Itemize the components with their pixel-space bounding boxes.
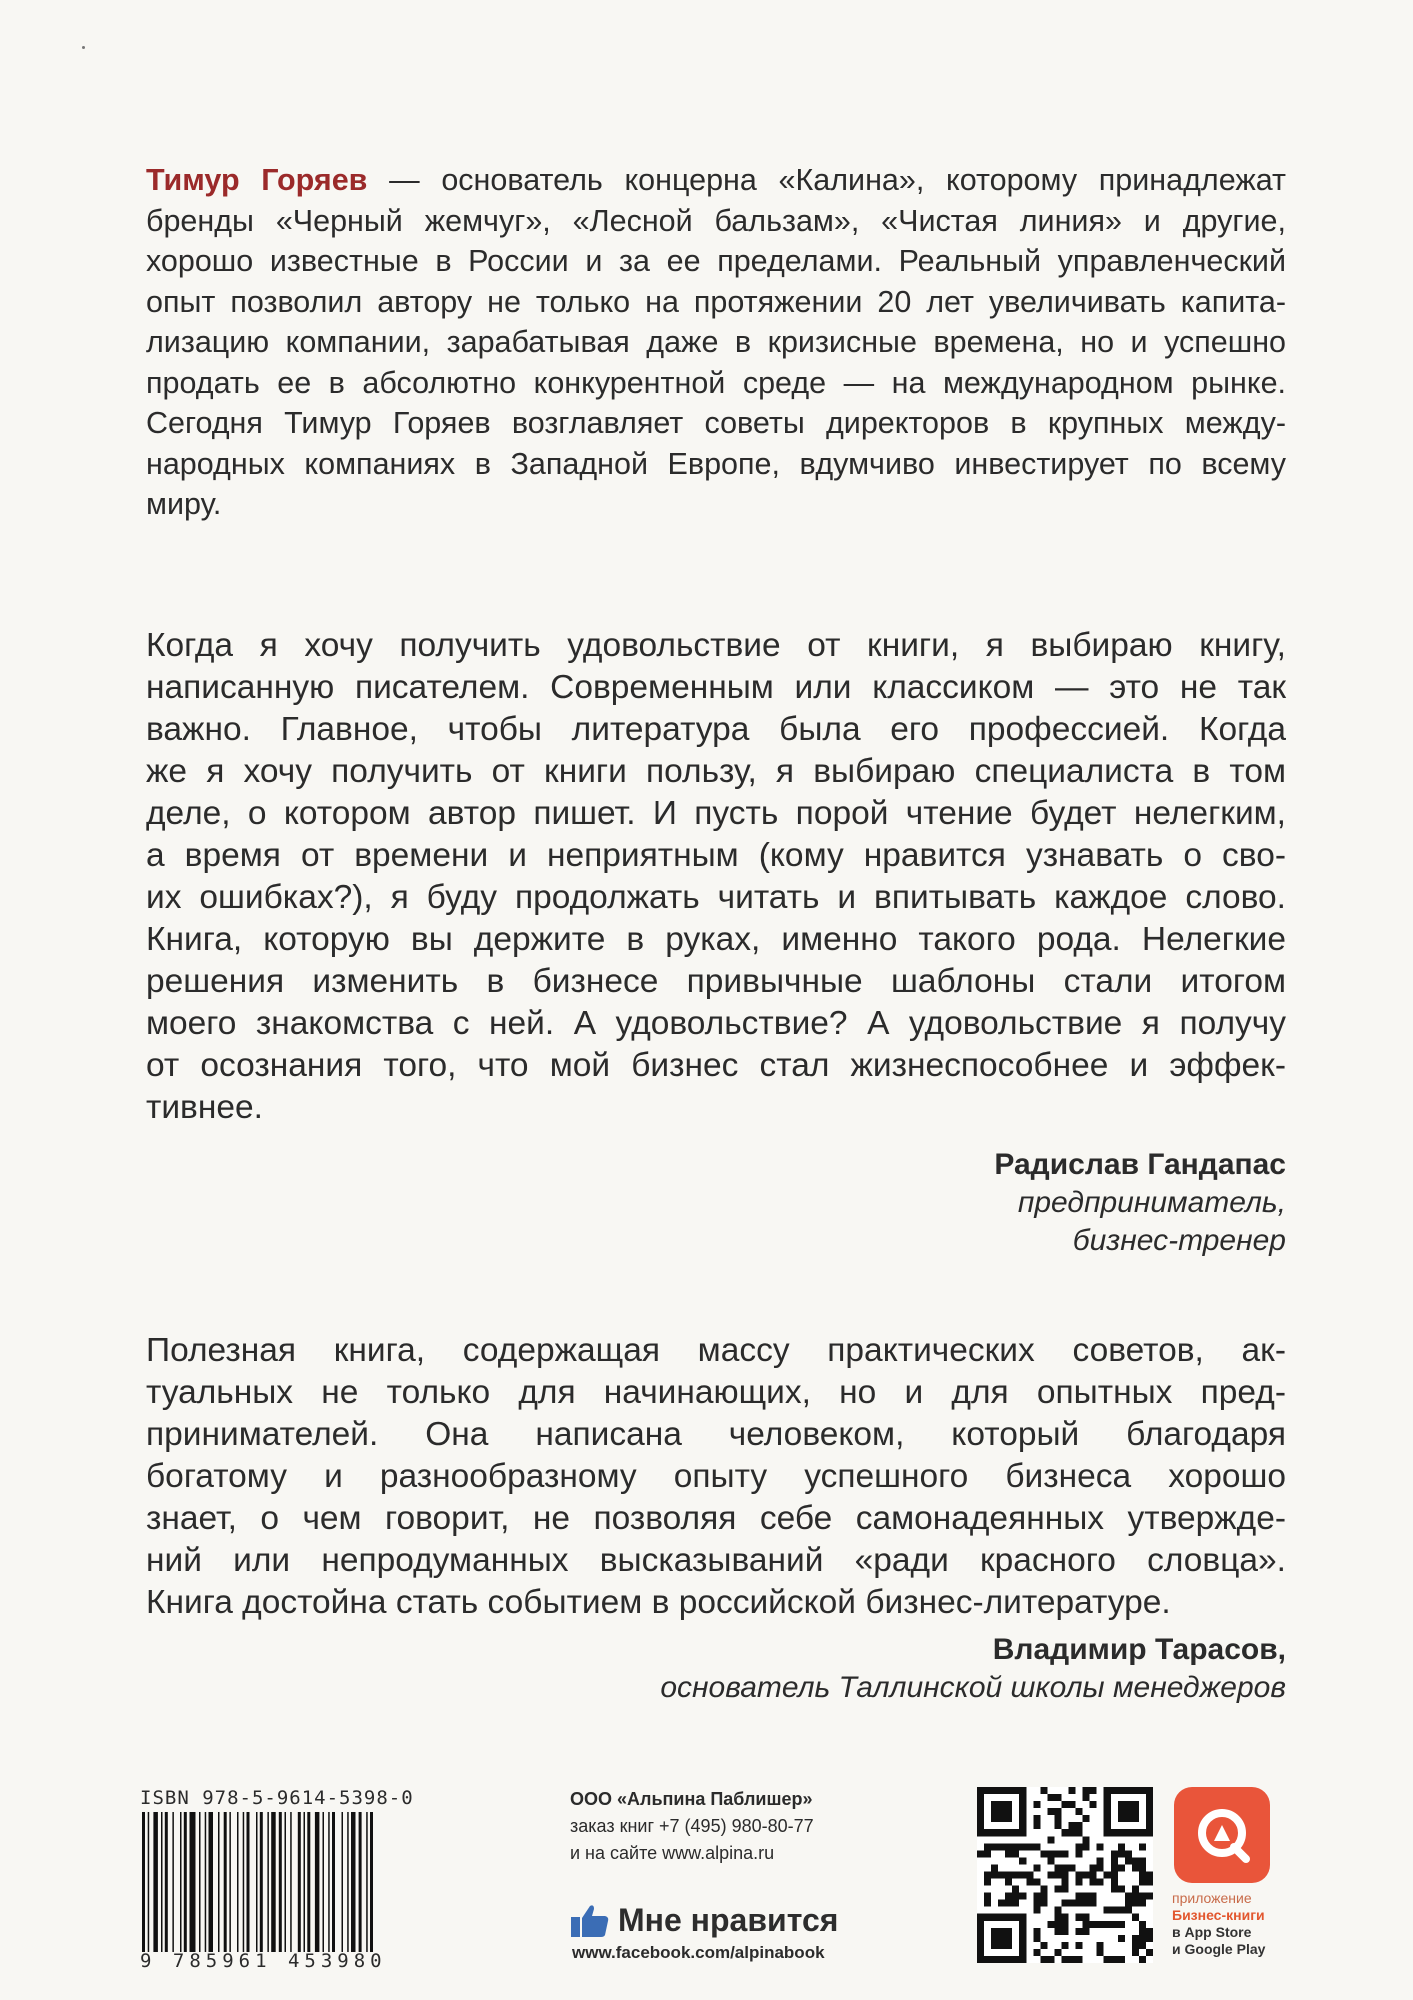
- app-icon[interactable]: [1174, 1787, 1270, 1883]
- qr-module: [1118, 1850, 1125, 1857]
- quote-line: Книга достойна стать событием в российской бизнес-литературе.: [146, 1584, 1171, 1621]
- qr-module: [1090, 1864, 1097, 1871]
- qr-module: [1104, 1907, 1111, 1914]
- qr-module: [1061, 1871, 1068, 1878]
- publisher-site: и на сайте www.alpina.ru: [570, 1843, 775, 1863]
- qr-module: [1125, 1857, 1132, 1864]
- quote-line: написанную писателем. Современным или классиком — это не так: [146, 669, 1286, 706]
- qr-module: [998, 1871, 1005, 1878]
- barcode-bar: [260, 1812, 263, 1952]
- qr-module: [1083, 1787, 1090, 1794]
- app-name: Бизнес-книги: [1172, 1907, 1265, 1923]
- qr-module: [1125, 1893, 1132, 1900]
- qr-module: [1005, 1900, 1012, 1907]
- qr-module: [1040, 1850, 1047, 1857]
- quote-line: моего знакомства с ней. А удовольствие? А удовольствие я получу: [146, 1005, 1286, 1042]
- qr-module: [1097, 1857, 1104, 1864]
- qr-module: [1054, 1914, 1061, 1921]
- qr-module: [1040, 1787, 1047, 1794]
- qr-module: [1069, 1829, 1076, 1836]
- qr-module: [1083, 1836, 1090, 1843]
- qr-module: [1111, 1956, 1118, 1963]
- publisher-phone: заказ книг +7 (495) 980-80-77: [570, 1816, 814, 1836]
- quote-line: а время от времени и неприятным (кому нравится узнавать о сво-: [146, 837, 1286, 874]
- bio-line: народных компаниях в Западной Европе, вдумчиво инвестирует по всему: [146, 446, 1286, 481]
- quote-line: решения изменить в бизнесе привычные шаблоны стали итогом: [146, 963, 1286, 1000]
- qr-module: [1033, 1864, 1040, 1871]
- qr-module: [1026, 1871, 1033, 1878]
- qr-module: [991, 1871, 998, 1878]
- barcode-bar: [351, 1812, 356, 1952]
- qr-module: [1033, 1815, 1040, 1822]
- qr-module: [1090, 1921, 1097, 1928]
- qr-module: [1054, 1907, 1061, 1914]
- qr-module: [1054, 1886, 1061, 1893]
- barcode-bar: [184, 1812, 187, 1952]
- qr-module: [1132, 1935, 1139, 1942]
- qr-module: [984, 1900, 991, 1907]
- qr-module: [1040, 1900, 1047, 1907]
- endorsement-quote-2: [146, 1330, 1286, 1624]
- qr-module: [1040, 1942, 1047, 1949]
- qr-module: [1118, 1935, 1125, 1942]
- bio-line: опыт позволил автору не только на протяжении 20 лет увеличивать капита-: [146, 284, 1286, 319]
- qr-module: [1033, 1907, 1040, 1914]
- qr-module: [1054, 1815, 1061, 1822]
- qr-module: [1139, 1942, 1146, 1949]
- qr-module: [984, 1843, 991, 1850]
- barcode-bar: [153, 1812, 158, 1952]
- bio-line: лизацию компании, зарабатывая даже в кризисные времена, но и успешно: [146, 325, 1286, 359]
- qr-module: [1104, 1921, 1111, 1928]
- barcode-bar: [267, 1812, 269, 1952]
- bio-line: миру.: [146, 487, 222, 521]
- qr-module: [1125, 1850, 1132, 1857]
- barcode-bar: [237, 1812, 239, 1952]
- qr-module: [1033, 1801, 1040, 1808]
- signature-role: бизнес-тренер: [1072, 1224, 1286, 1257]
- quote-line: ний или непродуманных высказываний «ради красного словца».: [146, 1542, 1286, 1579]
- app-logo-icon: [1190, 1803, 1254, 1867]
- barcode-bar: [290, 1812, 292, 1952]
- barcode-bar: [148, 1812, 150, 1952]
- qr-module: [1012, 1871, 1019, 1878]
- qr-module: [1083, 1928, 1090, 1935]
- author-bio: [146, 160, 1286, 525]
- qr-finder: [1118, 1801, 1139, 1822]
- quote-line: же я хочу получить от книги пользу, я выбираю специалиста в том: [146, 753, 1286, 790]
- qr-module: [1019, 1871, 1026, 1878]
- app-store-text: [1172, 1890, 1292, 1958]
- qr-module: [1012, 1900, 1019, 1907]
- qr-module: [1054, 1850, 1061, 1857]
- qr-module: [1047, 1836, 1054, 1843]
- qr-module: [1069, 1822, 1076, 1829]
- qr-module: [1076, 1900, 1083, 1907]
- qr-module: [1076, 1879, 1083, 1886]
- qr-code[interactable]: [977, 1787, 1153, 1963]
- qr-module: [1047, 1871, 1054, 1878]
- qr-module: [984, 1893, 991, 1900]
- bio-line: Сегодня Тимур Горяев возглавляет советы директоров в крупных между-: [146, 406, 1286, 440]
- qr-module: [1061, 1886, 1068, 1893]
- quote-line: их ошибках?), я буду продолжать читать и впитывать каждое слово.: [146, 879, 1286, 916]
- qr-module: [1132, 1914, 1139, 1921]
- qr-module: [1146, 1935, 1153, 1942]
- qr-module: [1061, 1942, 1068, 1949]
- qr-module: [1047, 1857, 1054, 1864]
- isbn-label: ISBN 978-5-9614-5398-0: [140, 1787, 414, 1809]
- qr-module: [1132, 1886, 1139, 1893]
- qr-module: [1069, 1801, 1076, 1808]
- qr-module: [1118, 1843, 1125, 1850]
- qr-module: [1069, 1864, 1076, 1871]
- qr-module: [1069, 1956, 1076, 1963]
- quote-line: богатому и разнообразному опыту успешного бизнеса хорошо: [146, 1458, 1286, 1495]
- publisher-info: [570, 1786, 814, 1867]
- qr-module: [1097, 1864, 1104, 1871]
- signature-name: Владимир Тарасов,: [992, 1633, 1286, 1666]
- qr-module: [1061, 1900, 1068, 1907]
- qr-module: [1033, 1949, 1040, 1956]
- quote-line: важно. Главное, чтобы литература была его профессией. Когда: [146, 711, 1286, 748]
- barcode-bar: [347, 1812, 349, 1952]
- barcode-bar: [328, 1812, 330, 1952]
- qr-module: [1019, 1857, 1026, 1864]
- qr-module: [1083, 1893, 1090, 1900]
- qr-module: [984, 1871, 991, 1878]
- qr-module: [1005, 1843, 1012, 1850]
- qr-module: [1118, 1956, 1125, 1963]
- qr-module: [1111, 1907, 1118, 1914]
- barcode-bar: [190, 1812, 196, 1952]
- qr-module: [1111, 1871, 1118, 1878]
- qr-module: [1118, 1864, 1125, 1871]
- qr-module: [1069, 1787, 1076, 1794]
- qr-module: [1083, 1921, 1090, 1928]
- qr-module: [1139, 1893, 1146, 1900]
- qr-module: [1076, 1822, 1083, 1829]
- qr-module: [1047, 1956, 1054, 1963]
- qr-module: [1047, 1808, 1054, 1815]
- qr-module: [1076, 1942, 1083, 1949]
- qr-module: [1033, 1935, 1040, 1942]
- qr-module: [1005, 1850, 1012, 1857]
- qr-module: [1019, 1893, 1026, 1900]
- quote-line: Полезная книга, содержащая массу практических советов, ак-: [146, 1332, 1286, 1369]
- qr-module: [1040, 1956, 1047, 1963]
- qr-module: [1132, 1949, 1139, 1956]
- qr-module: [1111, 1921, 1118, 1928]
- quote-line: от осознания того, что мой бизнес стал жизнеспособнее и эффек-: [146, 1047, 1286, 1084]
- qr-module: [1012, 1893, 1019, 1900]
- qr-module: [1111, 1864, 1118, 1871]
- qr-module: [1146, 1893, 1153, 1900]
- barcode-bar: [247, 1812, 250, 1952]
- qr-module: [1033, 1822, 1040, 1829]
- qr-module: [991, 1843, 998, 1850]
- barcode-bar: [315, 1812, 320, 1952]
- qr-module: [1005, 1879, 1012, 1886]
- qr-module: [1012, 1850, 1019, 1857]
- qr-module: [1083, 1871, 1090, 1878]
- qr-module: [1132, 1857, 1139, 1864]
- qr-module: [1033, 1893, 1040, 1900]
- qr-module: [1083, 1914, 1090, 1921]
- barcode-bar: [224, 1812, 227, 1952]
- qr-module: [1054, 1808, 1061, 1815]
- qr-module: [1019, 1843, 1026, 1850]
- signature-role: предприниматель,: [1017, 1186, 1286, 1219]
- qr-module: [1076, 1843, 1083, 1850]
- qr-module: [1097, 1921, 1104, 1928]
- qr-module: [1076, 1956, 1083, 1963]
- app-store: в App Store: [1172, 1924, 1252, 1940]
- qr-module: [1118, 1907, 1125, 1914]
- qr-finder: [991, 1928, 1012, 1949]
- barcode: [142, 1812, 434, 1952]
- qr-module: [1132, 1893, 1139, 1900]
- qr-module: [1090, 1801, 1097, 1808]
- quote-line: туальных не только для начинающих, но и для опытных пред-: [146, 1374, 1286, 1411]
- qr-module: [1097, 1942, 1104, 1949]
- barcode-bar: [323, 1812, 325, 1952]
- qr-module: [1069, 1900, 1076, 1907]
- qr-module: [1111, 1886, 1118, 1893]
- barcode-bar: [366, 1812, 368, 1952]
- qr-module: [1146, 1871, 1153, 1878]
- qr-module: [1132, 1900, 1139, 1907]
- bio-line: хорошо известные в России и за ее пределами. Реальный управленческий: [146, 244, 1286, 278]
- qr-module: [1026, 1879, 1033, 1886]
- qr-module: [1132, 1942, 1139, 1949]
- barcode-bar: [243, 1812, 245, 1952]
- qr-module: [1076, 1893, 1083, 1900]
- thumbs-up-icon: [570, 1903, 610, 1939]
- qr-module: [1012, 1843, 1019, 1850]
- qr-module: [1061, 1914, 1068, 1921]
- quote-line: деле, о котором автор пишет. И пусть порой чтение будет нелегким,: [146, 795, 1286, 832]
- barcode-bar: [209, 1812, 214, 1952]
- qr-module: [1054, 1928, 1061, 1935]
- qr-module: [1090, 1893, 1097, 1900]
- qr-module: [1033, 1879, 1040, 1886]
- qr-module: [1139, 1864, 1146, 1871]
- google-play: и Google Play: [1172, 1941, 1266, 1957]
- qr-module: [1118, 1886, 1125, 1893]
- bio-line: бренды «Черный жемчуг», «Лесной бальзам», «Чистая линия» и другие,: [146, 203, 1286, 238]
- qr-module: [1139, 1900, 1146, 1907]
- qr-module: [1097, 1843, 1104, 1850]
- qr-module: [1005, 1871, 1012, 1878]
- qr-module: [1076, 1850, 1083, 1857]
- qr-module: [1104, 1871, 1111, 1878]
- qr-module: [1139, 1843, 1146, 1850]
- barcode-bar: [332, 1812, 335, 1952]
- qr-module: [1139, 1879, 1146, 1886]
- qr-module: [1090, 1879, 1097, 1886]
- qr-module: [1061, 1879, 1068, 1886]
- barcode-bar: [304, 1812, 306, 1952]
- qr-module: [1083, 1794, 1090, 1801]
- qr-module: [1076, 1914, 1083, 1921]
- qr-module: [991, 1864, 998, 1871]
- qr-module: [1076, 1871, 1083, 1878]
- qr-module: [1040, 1886, 1047, 1893]
- signature-1: [994, 1146, 1286, 1260]
- speck: [82, 46, 85, 49]
- publisher-name: ООО «Альпина Паблишер»: [570, 1789, 813, 1809]
- qr-module: [1104, 1956, 1111, 1963]
- quote-line: принимателей. Она написана человеком, который благодаря: [146, 1416, 1286, 1453]
- barcode-bar: [205, 1812, 207, 1952]
- barcode-bar: [307, 1812, 310, 1952]
- qr-module: [1026, 1843, 1033, 1850]
- barcode-bar: [370, 1812, 373, 1952]
- barcode-bar: [298, 1812, 301, 1952]
- quote-line: знает, о чем говорит, не позволяя себе самонадеянных утвержде-: [146, 1500, 1286, 1537]
- barcode-bar: [342, 1812, 344, 1952]
- barcode-bar: [218, 1812, 220, 1952]
- qr-module: [1139, 1935, 1146, 1942]
- qr-module: [998, 1843, 1005, 1850]
- barcode-bar: [256, 1812, 258, 1952]
- facebook-like[interactable]: [570, 1902, 838, 1939]
- qr-module: [1097, 1879, 1104, 1886]
- barcode-bar: [142, 1812, 145, 1952]
- signature-role: основатель Таллинской школы менеджеров: [660, 1671, 1286, 1704]
- bio-line: продать ее в абсолютно конкурентной среде — на международном рынке.: [146, 365, 1286, 400]
- qr-module: [1146, 1879, 1153, 1886]
- qr-module: [998, 1900, 1005, 1907]
- barcode-bar: [199, 1812, 201, 1952]
- qr-module: [1125, 1900, 1132, 1907]
- qr-module: [1083, 1843, 1090, 1850]
- qr-module: [1040, 1893, 1047, 1900]
- barcode-bar: [359, 1812, 362, 1952]
- qr-module: [1076, 1829, 1083, 1836]
- qr-module: [1054, 1822, 1061, 1829]
- qr-module: [984, 1850, 991, 1857]
- qr-module: [1118, 1921, 1125, 1928]
- endorsement-quote-1: [146, 625, 1286, 1129]
- qr-module: [1146, 1949, 1153, 1956]
- app-caption: приложение: [1172, 1890, 1252, 1906]
- qr-module: [1076, 1808, 1083, 1815]
- qr-module: [1083, 1900, 1090, 1907]
- qr-module: [1061, 1921, 1068, 1928]
- qr-module: [1146, 1928, 1153, 1935]
- qr-module: [1061, 1829, 1068, 1836]
- bio-line: — основатель концерна «Калина», которому принадлежат: [367, 163, 1286, 197]
- qr-module: [1090, 1900, 1097, 1907]
- qr-module: [1097, 1949, 1104, 1956]
- barcode-bar: [161, 1812, 163, 1952]
- qr-module: [1111, 1850, 1118, 1857]
- qr-module: [1061, 1850, 1068, 1857]
- qr-module: [1125, 1907, 1132, 1914]
- qr-module: [1033, 1900, 1040, 1907]
- qr-module: [1047, 1850, 1054, 1857]
- qr-module: [1047, 1794, 1054, 1801]
- qr-module: [1061, 1956, 1068, 1963]
- qr-module: [1083, 1815, 1090, 1822]
- barcode-number: 9 785961 453980: [140, 1950, 387, 1972]
- qr-module: [1076, 1928, 1083, 1935]
- author-name: Тимур Горяев: [146, 163, 368, 197]
- barcode-bar: [285, 1812, 287, 1952]
- qr-module: [1005, 1893, 1012, 1900]
- qr-module: [1061, 1864, 1068, 1871]
- qr-module: [1061, 1928, 1068, 1935]
- barcode-bar: [165, 1812, 168, 1952]
- qr-module: [1054, 1794, 1061, 1801]
- qr-module: [1111, 1879, 1118, 1886]
- qr-module: [1090, 1787, 1097, 1794]
- qr-module: [1139, 1956, 1146, 1963]
- qr-finder: [991, 1801, 1012, 1822]
- qr-module: [1047, 1921, 1054, 1928]
- like-label: Мне нравится: [618, 1902, 839, 1938]
- qr-module: [1139, 1928, 1146, 1935]
- qr-module: [1054, 1871, 1061, 1878]
- facebook-link[interactable]: www.facebook.com/alpinabook: [572, 1943, 825, 1962]
- qr-module: [1012, 1886, 1019, 1893]
- quote-line: тивнее.: [146, 1089, 263, 1126]
- barcode-bar: [229, 1812, 231, 1952]
- barcode-bar: [271, 1812, 276, 1952]
- qr-module: [1033, 1843, 1040, 1850]
- barcode-bar: [180, 1812, 182, 1952]
- qr-module: [1132, 1864, 1139, 1871]
- qr-module: [977, 1850, 984, 1857]
- qr-module: [1054, 1949, 1061, 1956]
- signature-name: Радислав Гандапас: [994, 1148, 1286, 1181]
- qr-module: [1139, 1871, 1146, 1878]
- qr-module: [1139, 1857, 1146, 1864]
- signature-2: [660, 1631, 1286, 1707]
- qr-module: [984, 1879, 991, 1886]
- quote-line: Книга, которую вы держите в руках, именно такого рода. Нелегкие: [146, 921, 1286, 958]
- qr-module: [1139, 1921, 1146, 1928]
- qr-module: [1111, 1857, 1118, 1864]
- quote-line: Когда я хочу получить удовольствие от книги, я выбираю книгу,: [146, 627, 1286, 664]
- qr-module: [1054, 1921, 1061, 1928]
- barcode-bar: [279, 1812, 282, 1952]
- qr-module: [1054, 1864, 1061, 1871]
- qr-module: [1033, 1928, 1040, 1935]
- barcode-bar: [172, 1812, 174, 1952]
- qr-module: [1061, 1801, 1068, 1808]
- qr-module: [1090, 1871, 1097, 1878]
